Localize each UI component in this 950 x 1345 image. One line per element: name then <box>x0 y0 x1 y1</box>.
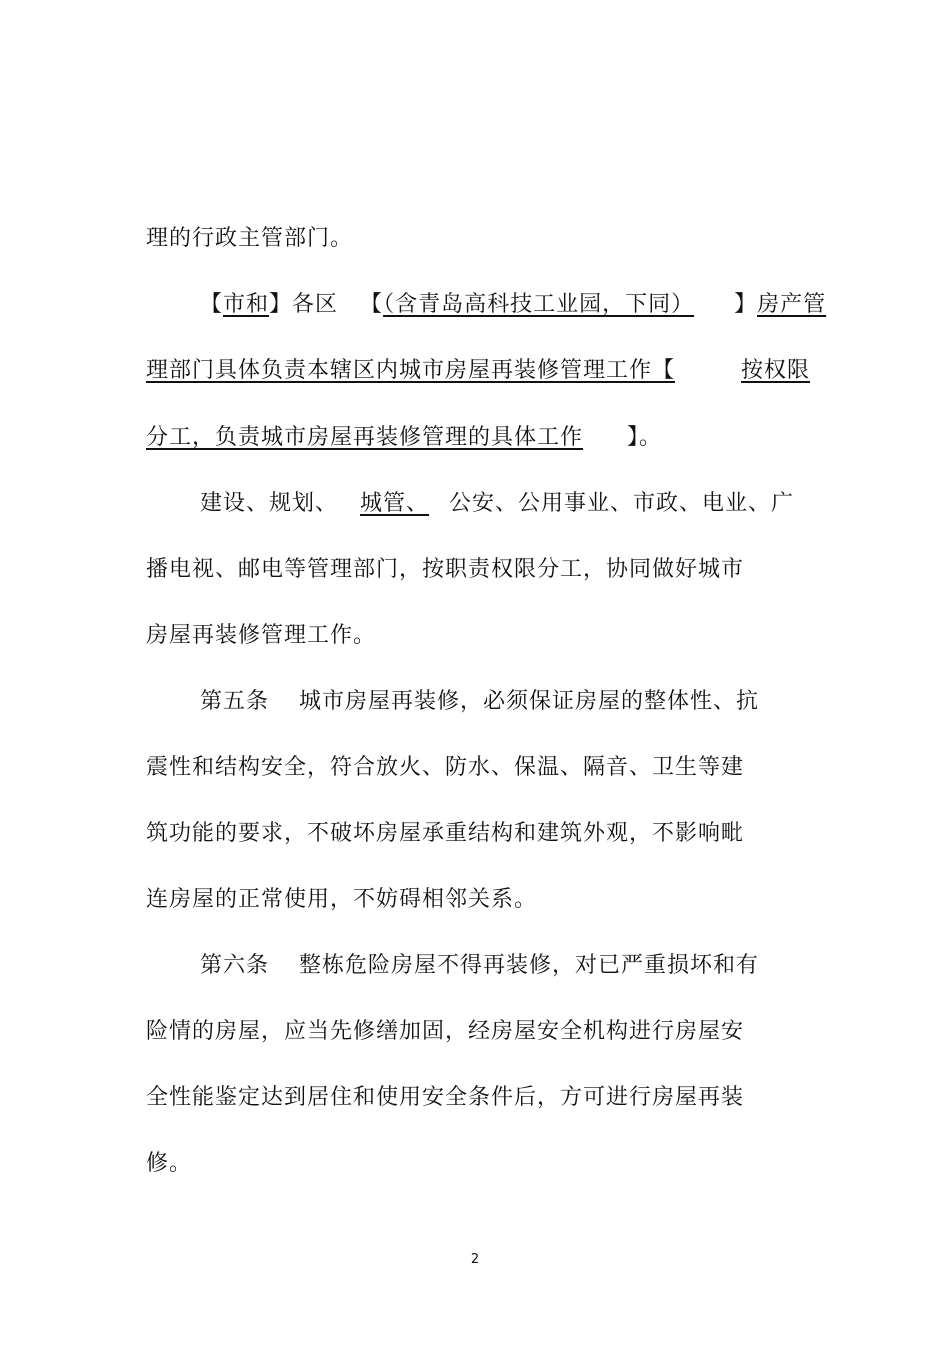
text-line: 震性和结构安全，符合放火、防水、保温、隔音、卫生等建 <box>146 755 745 780</box>
underlined-text: （含青岛高科技工业园，下同） <box>383 292 695 317</box>
underlined-text: 市和 <box>223 292 270 317</box>
underlined-text: 理部门具体负责本辖区内城市房屋再装修管理工作【 <box>146 358 676 383</box>
bracket: 【 <box>360 292 384 317</box>
text-line <box>146 356 810 386</box>
text-line <box>200 489 794 519</box>
text-span: 】各区 <box>269 292 339 317</box>
bracket: 【 <box>200 292 224 317</box>
text-span: 建设、规划、 <box>200 491 339 516</box>
bracket: 】 <box>734 292 758 317</box>
underlined-text: 按权限 <box>741 358 811 383</box>
text-line: 播电视、邮电等管理部门，按职责权限分工，协同做好城市 <box>146 557 745 582</box>
text-line: 险情的房屋，应当先修缮加固，经房屋安全机构进行房屋安 <box>146 1019 745 1044</box>
text-span: 整栋危险房屋不得再装修，对已严重损坏和有 <box>299 953 760 978</box>
underlined-text: 分工，负责城市房屋再装修管理的具体工作 <box>146 425 584 450</box>
text-line: 修。 <box>146 1151 193 1176</box>
text-line: 全性能鉴定达到居住和使用安全条件后，方可进行房屋再装 <box>146 1085 745 1110</box>
article-number: 第五条 <box>200 689 270 714</box>
article-number: 第六条 <box>200 953 270 978</box>
text-span: 】。 <box>627 425 663 450</box>
page-number: 2 <box>470 1252 480 1267</box>
text-line <box>200 687 759 717</box>
text-line <box>146 423 662 453</box>
text-line <box>200 290 826 320</box>
underlined-text: 房产管 <box>757 292 827 317</box>
text-line: 连房屋的正常使用，不妨碍相邻关系。 <box>146 887 538 912</box>
text-span: 公安、公用事业、市政、电业、广 <box>449 491 795 516</box>
text-line: 筑功能的要求，不破坏房屋承重结构和建筑外观，不影响毗 <box>146 821 745 846</box>
underlined-text: 城管、 <box>360 491 430 516</box>
text-line <box>200 951 759 981</box>
text-line: 房屋再装修管理工作。 <box>146 623 377 648</box>
text-span: 城市房屋再装修，必须保证房屋的整体性、抗 <box>299 689 760 714</box>
text-line: 理的行政主管部门。 <box>146 226 354 251</box>
